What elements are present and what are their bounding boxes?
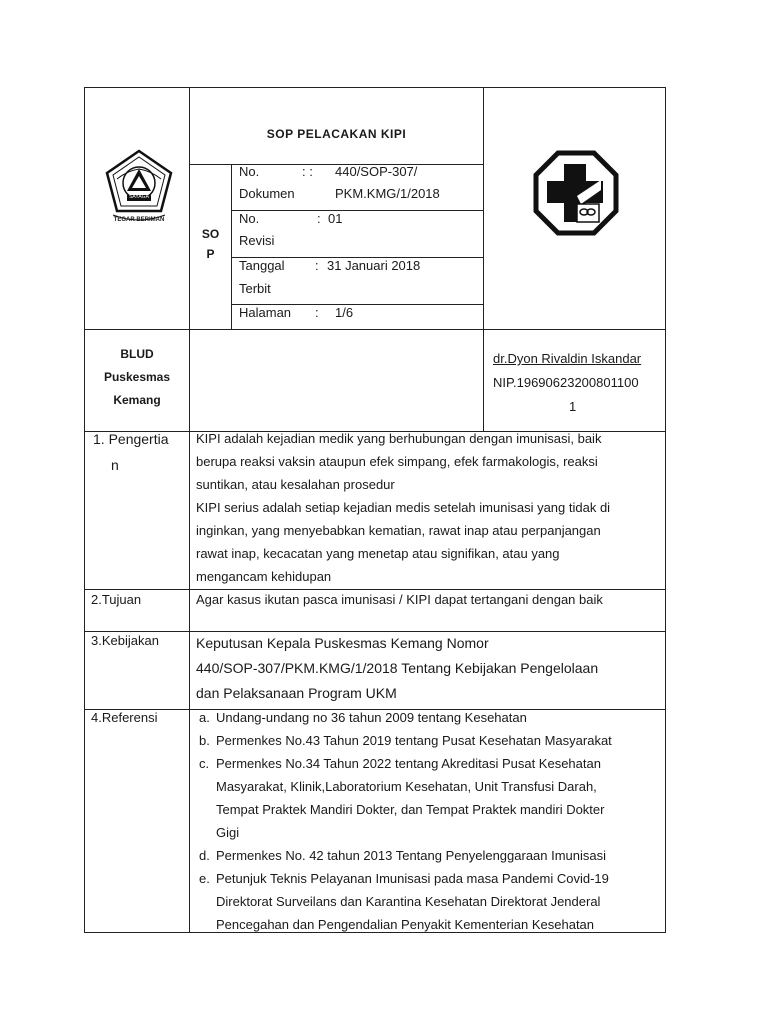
pengertian-text: KIPI adalah kejadian medik yang berhubungan dengan imunisasi, baik berupa reaksi vaksin ataupun efek simpang, efek farmakologis, reaksi suntikan, atau kesalahan prosedur KIPI serius adalah setiap kejadian medis setelah imunisasi yang tidak di inginkan, yang menyebabkan kematian, rawat inap atau perpanjangan rawat inap, kecacatan yang menetap atau signifikan, atau yang mengancam kehidupan	[196, 431, 611, 584]
section-label: 1. Pengertia	[93, 431, 169, 447]
info-colon: :	[317, 211, 321, 226]
org-name: BLUD Puskesmas Kemang	[103, 347, 171, 407]
info-value: 31 Januari 2018	[327, 258, 421, 273]
info-label: No.	[239, 211, 260, 226]
info-label: Tanggal	[239, 258, 285, 273]
info-colon: : :	[302, 164, 313, 179]
info-label: Terbit	[239, 281, 271, 296]
logo-motto: TEGAR BERIMAN	[113, 217, 165, 223]
kebijakan-text: Keputusan Kepala Puskesmas Kemang Nomor 440/SOP-307/PKM.KMG/1/2018 Tentang Kebijakan Pengelolaan dan Pelaksanaan Program UKM	[196, 635, 599, 701]
logo-word: SAYAGA	[129, 194, 149, 200]
info-value: PKM.KMG/1/2018	[335, 186, 440, 201]
info-colon: :	[315, 305, 319, 320]
page-title: SOP PELACAKAN KIPI	[266, 127, 407, 141]
info-value: 01	[328, 211, 343, 226]
signer-nip: NIP.19690623200801100	[493, 375, 639, 390]
info-label: Halaman	[239, 305, 292, 320]
info-label: Dokumen	[239, 186, 295, 201]
info-label: No.	[239, 164, 260, 179]
section-label: 2.Tujuan	[91, 592, 142, 607]
section-label: 3.Kebijakan	[91, 633, 159, 648]
signer-nip: 1	[569, 399, 577, 414]
info-value: 440/SOP-307/	[335, 164, 418, 179]
info-value: 1/6	[335, 305, 354, 320]
signer-name: dr.Dyon Rivaldin Iskandar	[493, 351, 642, 366]
puskesmas-logo	[533, 150, 619, 236]
info-colon: :	[315, 258, 319, 273]
section-label: n	[111, 457, 119, 473]
info-label: Revisi	[239, 233, 275, 248]
sop-label: SO P	[201, 227, 220, 261]
section-label: 4.Referensi	[91, 710, 158, 725]
tujuan-text: Agar kasus ikutan pasca imunisasi / KIPI dapat tertangani dengan baik	[196, 592, 603, 607]
